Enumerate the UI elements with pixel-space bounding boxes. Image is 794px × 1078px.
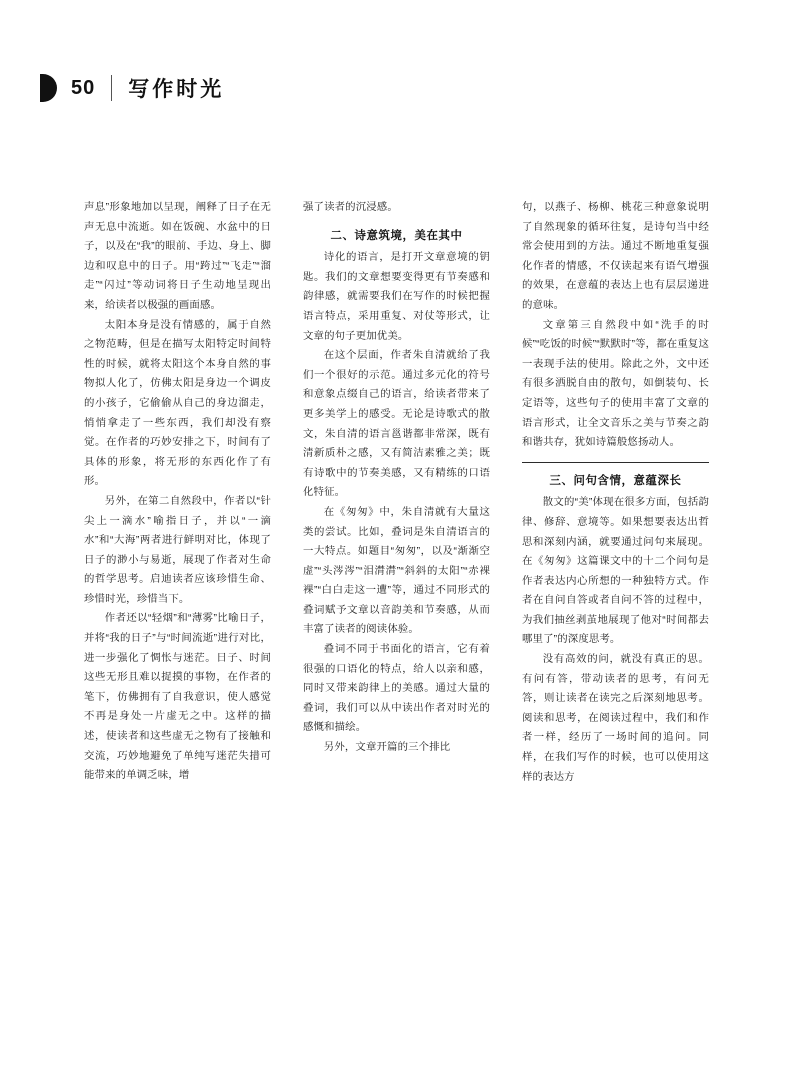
paragraph: 句，以燕子、杨柳、桃花三种意象说明了自然现象的循环往复，是诗句当中经常会使用到的方法。通过不断地重复强化作者的情感，不仅读起来有语气增强的效果，在意蕴的表达上也有层层递进的意味。	[522, 202, 709, 311]
column-2	[303, 198, 490, 968]
black-tab-marker-icon	[40, 74, 57, 102]
paragraph: 强了读者的沉浸感。	[303, 202, 398, 213]
article-columns	[84, 198, 710, 968]
paragraph: 散文的“美”体现在很多方面，包括韵律、修辞、意境等。如果想要表达出哲思和深刻内涵，就要通过问句来展现。在《匆匆》这篇课文中的十二个问句是作者表达内心所想的一种独特方式。作者在自问自答或者自问不答的过程中，为我们抽丝剥茧地展现了他对“时间都去哪里了”的深度思考。	[522, 497, 709, 646]
vertical-rule-icon	[111, 75, 112, 101]
column-3	[522, 198, 709, 968]
paragraph: 声息”形象地加以呈现，阐释了日子在无声无息中流逝。如在饭碗、水盆中的日子，以及在“我”的眼前、手边、身上、脚边和叹息中的日子。用“跨过”“飞走”“溜走”“闪过”等动词将日子生动地呈现出来，给读者以极强的画面感。	[84, 202, 271, 311]
paragraph: 文章第三自然段中如“洗手的时候”“吃饭的时候”“默默时”等，都在重复这一表现手法的使用。除此之外，文中还有很多洒脱自由的散句，如倒装句、长定语等，这些句子的使用丰富了文章的语言形式，让全文音乐之美与节奏之韵和谐共存，犹如诗篇般悠扬动人。	[522, 319, 709, 449]
paragraph: 作者还以“轻烟”和“薄雾”比喻日子，并将“我的日子”与“时间流逝”进行对比，进一步强化了惆怅与迷茫。日子、时间这些无形且难以捉摸的事物，在作者的笔下，仿佛拥有了自我意识，使人感觉不再是身处一片虚无之中。这样的描述，使读者和这些虚无之物有了接触和交流，巧妙地避免了单纯写迷茫失措可能带来的单调乏味，增	[84, 613, 271, 782]
page-header	[40, 68, 754, 108]
paragraph: 在这个层面，作者朱自清就给了我们一个很好的示范。通过多元化的符号和意象点缀自己的语言，给读者带来了更多美学上的感受。无论是诗歌式的散文，朱自清的语言邕谐都非常深，既有清新质朴之感，又有简洁素雅之美；既有诗歌中的节奏美感，又有精练的口语化特征。	[303, 350, 490, 499]
paragraph: 另外，在第二自然段中，作者以“针尖上一滴水”喻指日子，并以“一滴水”和“大海”两者进行鲜明对比，体现了日子的渺小与易逝，展现了作者对生命的哲学思考。启迪读者应该珍惜生命、珍惜时光，珍惜当下。	[84, 495, 271, 605]
paragraph: 另外，文章开篇的三个排比	[323, 742, 451, 754]
page-title: 写作时光	[128, 78, 225, 101]
paragraph: 太阳本身是没有情感的，属于自然之物范畴，但是在描写太阳特定时间特性的时候，就将太阳这个本身自然的事物拟人化了，仿佛太阳是身边一个调皮的小孩子，它偷偷从自己的身边溜走，悄悄拿走了一些东西，我们却没有察觉。在作者的巧妙安排之下，时间有了具体的形象，将无形的东西化作了有形。	[84, 319, 271, 488]
page-number: 50	[71, 76, 96, 99]
paragraph: 在《匆匆》中，朱自清就有大量这类的尝试。比如，叠词是朱自清语言的一大特点。如题目“匆匆”，以及“渐渐空虚”“头涔涔”“泪潸潸”“斜斜的太阳”“赤裸裸”“白白走这一遭”等，通过不同形式的叠词赋予文章以音韵美和节奏感，从而丰富了读者的阅读体验。	[303, 506, 490, 636]
paragraph: 诗化的语言，是打开文章意境的钥匙。我们的文章想要变得更有节奏感和韵律感，就需要我们在写作的时候把握语言特点，采用重复、对仗等形式，让文章的句子更加优美。	[303, 252, 490, 342]
section-heading-two: 二、诗意筑境，美在其中	[330, 229, 463, 242]
section-heading-three: 三、问句含情，意蕴深长	[549, 474, 682, 487]
paragraph: 叠词不同于书面化的语言，它有着很强的口语化的特点，给人以亲和感，同时又带来韵律上的美感。通过大量的叠词，我们可以从中读出作者对时光的感慨和描绘。	[303, 644, 490, 734]
column-1	[84, 198, 271, 968]
section-divider	[522, 462, 709, 463]
paragraph: 没有高效的问，就没有真正的思。有问有答，带动读者的思考，有问无答，则让读者在读完之后深刻地思考。阅读和思考，在阅读过程中，我们和作者一样，经历了一场时间的追问。同样，在我们写作的时候，也可以使用这样的表达方	[522, 654, 709, 783]
